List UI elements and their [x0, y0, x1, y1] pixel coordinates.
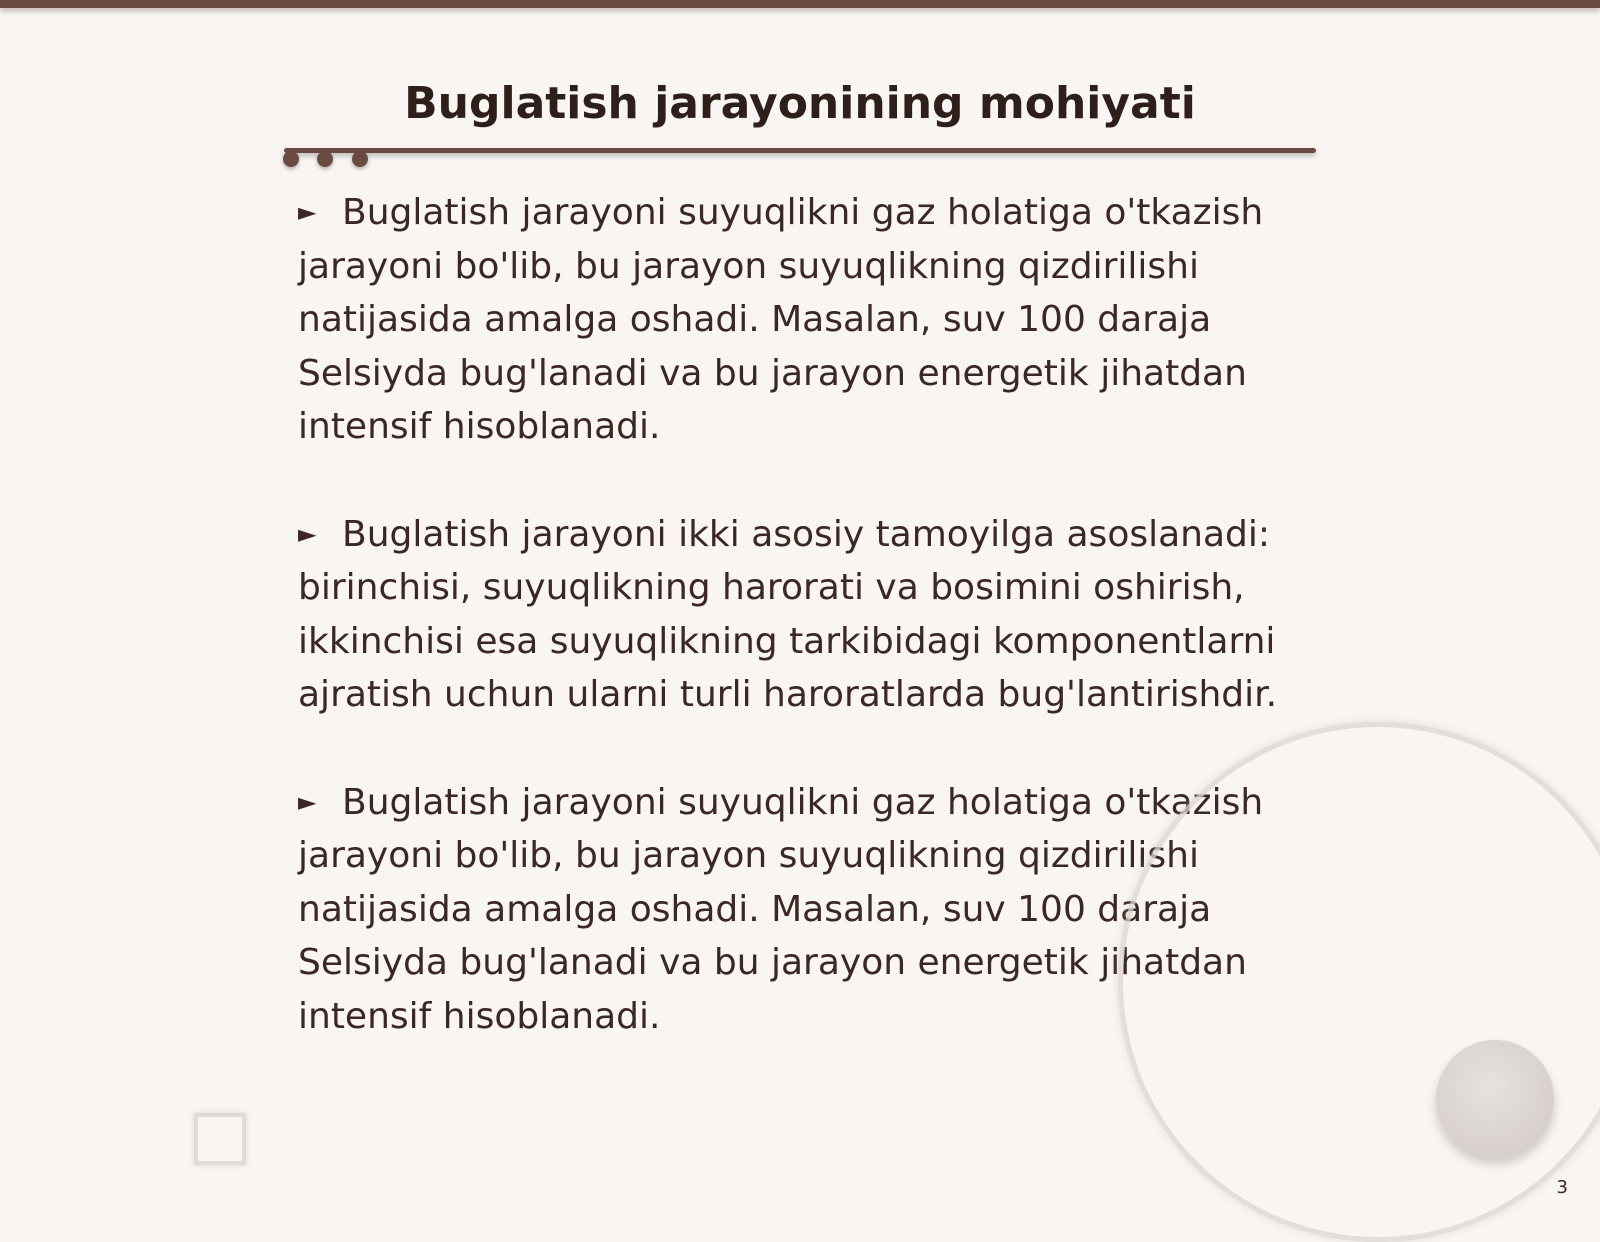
bullet-arrow-icon: ►	[298, 787, 317, 816]
bullet-paragraph-2	[298, 508, 1318, 722]
decorative-circle	[1436, 1040, 1554, 1158]
decorative-square	[194, 1113, 246, 1165]
decorative-dot	[352, 151, 368, 167]
top-accent-bar	[0, 0, 1600, 8]
title-underline	[284, 148, 1316, 153]
decorative-dot	[283, 151, 299, 167]
page-number: 3	[1556, 1177, 1568, 1198]
bullet-paragraph-1	[298, 186, 1318, 454]
slide-title: Buglatish jarayonining mohiyati	[404, 78, 1196, 129]
paragraph-text: Buglatish jarayoni ikki asosiy tamoyilga asoslanadi: birinchisi, suyuqlikning harorati va bosimini oshirish, ikkinchisi esa suyuqlikning tarkibidagi komponentlarni ajratish uchun ularni turli haroratlarda bug'lantirishdir.	[298, 513, 1278, 715]
paragraph-text: Buglatish jarayoni suyuqlikni gaz holatiga o'tkazish jarayoni bo'lib, bu jarayon suyuqlikning qizdirilishi natijasida amalga oshadi. Masalan, suv 100 daraja Selsiyda bug'lanadi va bu jarayon energetik jihatdan intensif hisoblanadi.	[298, 781, 1264, 1037]
bullet-arrow-icon: ►	[298, 519, 317, 548]
decorative-dot	[317, 151, 333, 167]
paragraph-text: Buglatish jarayoni suyuqlikni gaz holatiga o'tkazish jarayoni bo'lib, bu jarayon suyuqlikning qizdirilishi natijasida amalga oshadi. Masalan, suv 100 daraja Selsiyda bug'lanadi va bu jarayon energetik jihatdan intensif hisoblanadi.	[298, 192, 1264, 447]
bullet-arrow-icon: ►	[298, 198, 317, 226]
